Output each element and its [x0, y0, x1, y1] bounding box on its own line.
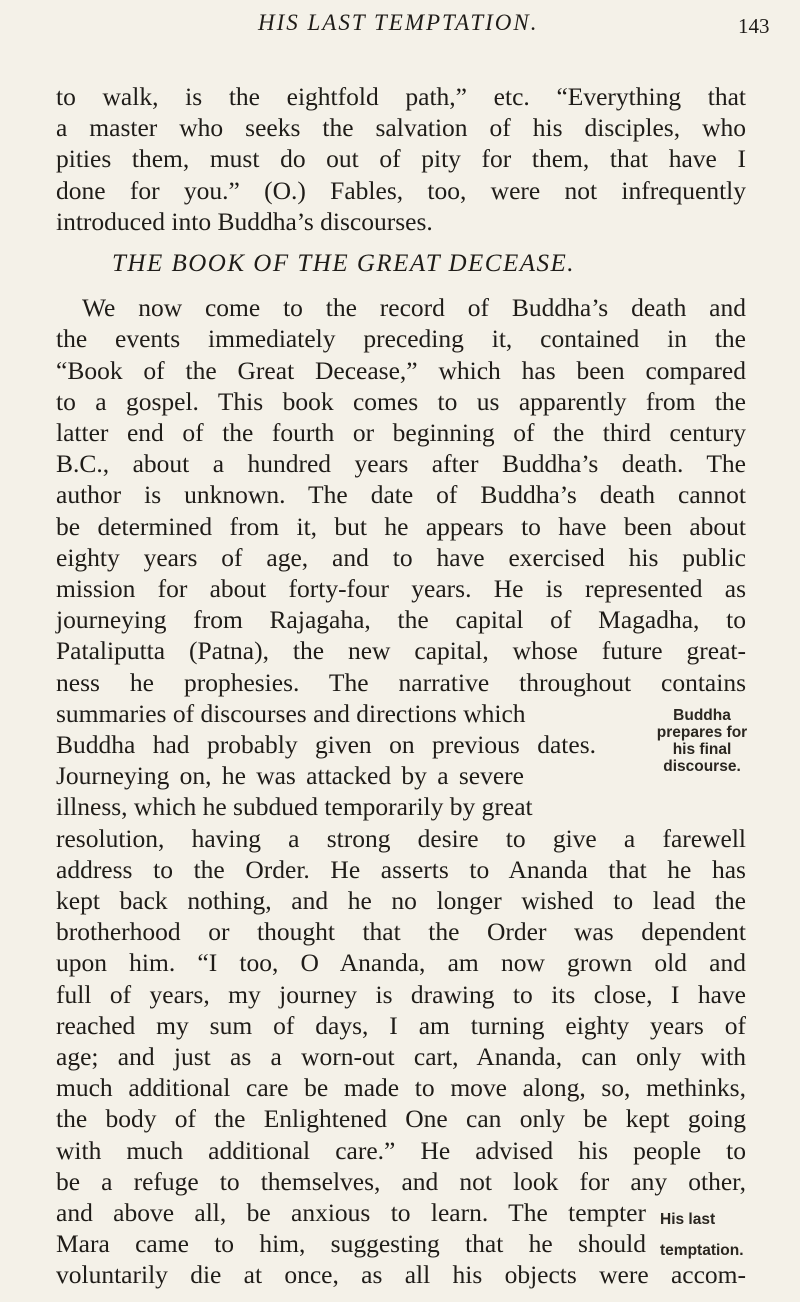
text-line: brotherhood or thought that the Order was dependent: [56, 917, 746, 946]
margin-note-line: His last: [660, 1211, 716, 1228]
running-head: [0, 6, 800, 42]
text-line: Buddha had probably given on previous dates.: [56, 730, 596, 759]
text-line: be determined from it, but he appears to have been about: [56, 512, 746, 541]
text-line: pities them, must do out of pity for them, that have I: [56, 144, 746, 174]
text-line: We now come to the record of Buddha’s death and: [82, 293, 746, 322]
text-line: introduced into Buddha’s discourses.: [56, 206, 433, 236]
text-line: latter end of the fourth or beginning of the third century: [56, 418, 746, 447]
text-line: a master who seeks the salvation of his disciples, who: [56, 113, 746, 143]
margin-note-line: Buddha: [673, 707, 731, 724]
text-line: summaries of discourses and directions which: [56, 699, 526, 728]
text-line: mission for about forty-four years. He is represented as: [56, 574, 746, 603]
text-line: eighty years of age, and to have exercised his public: [56, 543, 746, 572]
text-line: and above all, be anxious to learn. The tempter: [56, 1198, 646, 1227]
text-line: resolution, having a strong desire to give a farewell: [56, 824, 746, 853]
text-line: much additional care be made to move along, so, methinks,: [56, 1073, 746, 1102]
text-line: B.C., about a hundred years after Buddha’s death. The: [56, 449, 746, 478]
text-line: the events immediately preceding it, contained in the: [56, 324, 746, 353]
margin-note-last-temptation: [660, 1204, 780, 1266]
running-title: HIS LAST TEMPTATION.: [258, 10, 539, 35]
section-heading: THE BOOK OF THE GREAT DECEASE.: [112, 250, 576, 277]
margin-note-line: his final: [672, 741, 732, 758]
margin-note-buddha-prepares: [622, 707, 782, 775]
page-number: 143: [738, 14, 770, 38]
margin-note-line: discourse.: [663, 758, 741, 775]
text-line: full of years, my journey is drawing to its close, I have: [56, 980, 746, 1009]
text-line: to a gospel. This book comes to us apparently from the: [56, 387, 746, 416]
text-line: the body of the Enlightened One can only be kept going: [56, 1104, 746, 1133]
text-line: be a refuge to themselves, and not look for any other,: [56, 1167, 746, 1196]
text-line: “Book of the Great Decease,” which has been compared: [56, 356, 746, 385]
text-line: author is unknown. The date of Buddha’s death cannot: [56, 480, 746, 509]
text-line: journeying from Rajagaha, the capital of Magadha, to: [56, 605, 746, 634]
text-line: Mara came to him, suggesting that he should: [56, 1229, 646, 1258]
text-line: ness he prophesies. The narrative throughout contains: [56, 668, 746, 697]
margin-note-line: temptation.: [660, 1242, 744, 1259]
text-line: Journeying on, he was attacked by a severe: [56, 761, 524, 790]
text-line: illness, which he subdued temporarily by great: [56, 792, 533, 821]
text-line: to walk, is the eightfold path,” etc. “Everything that: [56, 82, 746, 111]
text-line: kept back nothing, and he no longer wished to lead the: [56, 886, 746, 915]
margin-note-line: prepares for: [656, 724, 748, 741]
text-line: voluntarily die at once, as all his objects were accom-: [56, 1260, 746, 1289]
text-line: with much additional care.” He advised his people to: [56, 1136, 746, 1165]
text-line: reached my sum of days, I am turning eighty years of: [56, 1011, 746, 1040]
text-line: address to the Order. He asserts to Ananda that he has: [56, 855, 746, 884]
text-line: upon him. “I too, O Ananda, am now grown old and: [56, 948, 746, 977]
text-line: Pataliputta (Patna), the new capital, whose future great-: [56, 636, 746, 665]
text-line: done for you.” (O.) Fables, too, were not infrequently: [56, 175, 746, 205]
text-line: age; and just as a worn-out cart, Ananda, can only with: [56, 1042, 746, 1071]
